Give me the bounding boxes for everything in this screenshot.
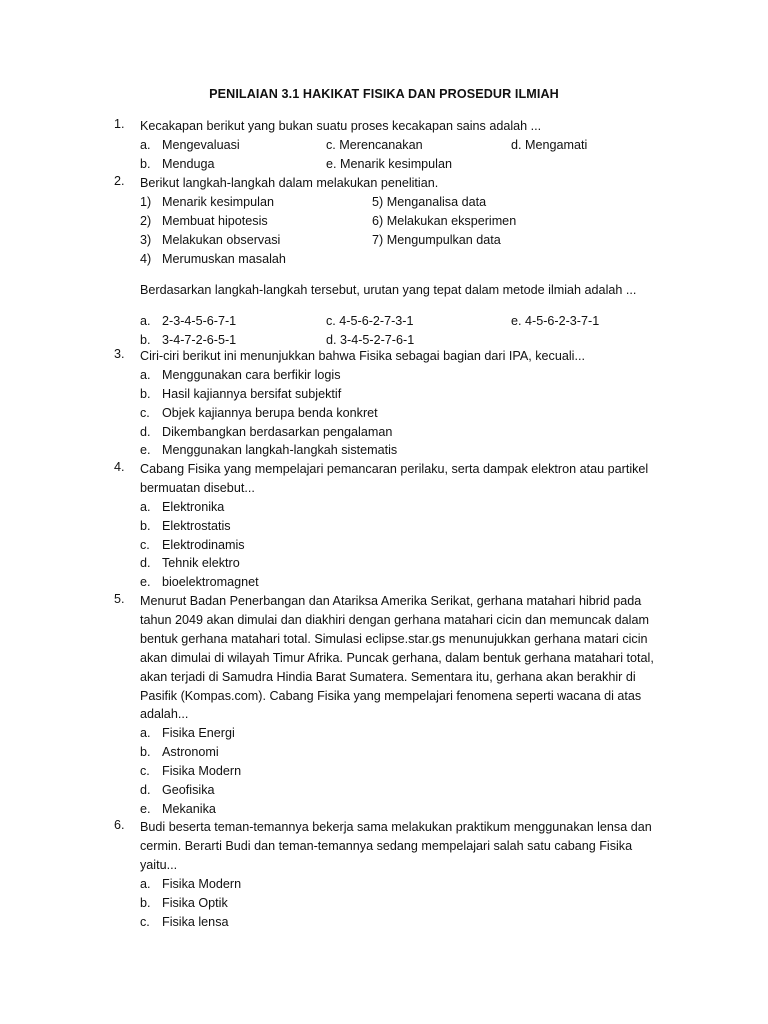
option-label: e.	[140, 443, 151, 458]
question-2	[114, 174, 684, 350]
option-text: Fisika Energi	[162, 726, 235, 741]
question-text-line: adalah...	[140, 707, 189, 722]
option-label: c.	[140, 914, 150, 929]
option: e. Menarik kesimpulan	[326, 156, 452, 171]
option-text: 2-3-4-5-6-7-1	[162, 314, 237, 329]
option-label: d.	[140, 556, 151, 571]
question-text-line: cermin. Berarti Budi dan teman-temannya sedang mempelajari salah satu cabang Fisika	[140, 838, 633, 853]
option-text: Menduga	[162, 156, 215, 171]
question-text-line: bentuk gerhana matahari total. Simulasi eclipse.star.gs menunujukkan gerhana matari cicin	[140, 631, 648, 646]
question-number: 3.	[114, 347, 125, 361]
option-text: Elektrodinamis	[162, 537, 245, 552]
step-text: Menarik kesimpulan	[162, 194, 274, 209]
question-text-line: Budi beserta teman-temannya bekerja sama melakukan praktikum menggunakan lensa dan	[140, 820, 652, 834]
option-label: b.	[140, 745, 151, 760]
option-row	[140, 498, 684, 517]
option-text: Menggunakan langkah-langkah sistematis	[162, 443, 398, 458]
option-label: a.	[140, 499, 151, 514]
step-label: 2)	[140, 213, 152, 228]
question-text: Kecakapan berikut yang bukan suatu proses kecakapan sains adalah ...	[140, 119, 542, 133]
question-text-line: Menurut Badan Penerbangan dan Atariksa Amerika Serikat, gerhana matahari hibrid pada	[140, 594, 642, 608]
option-label: c.	[140, 764, 150, 779]
question-text-line: yaitu...	[140, 857, 178, 872]
option-text: Dikembangkan berdasarkan pengalaman	[162, 424, 393, 439]
step-label: 1)	[140, 194, 152, 209]
option-label: b.	[140, 895, 151, 910]
question-prompt: Berdasarkan langkah-langkah tersebut, urutan yang tepat dalam metode ilmiah adalah ...	[140, 283, 637, 298]
step: 5) Menganalisa data	[372, 194, 487, 209]
steps-row	[140, 231, 684, 250]
option-text: Elektronika	[162, 499, 225, 514]
option-row	[140, 423, 684, 442]
option: e. 4-5-6-2-3-7-1	[511, 314, 600, 329]
option-text: bioelektromagnet	[162, 575, 259, 590]
option: c. Merencanakan	[326, 137, 423, 152]
option-text: Objek kajiannya berupa benda konkret	[162, 405, 378, 420]
option-row	[140, 554, 684, 573]
page-title: PENILAIAN 3.1 HAKIKAT FISIKA DAN PROSEDUR ILMIAH	[209, 87, 559, 101]
option-label: e.	[140, 801, 151, 816]
option-text: Mekanika	[162, 801, 216, 816]
option-label: b.	[140, 518, 151, 533]
question-number: 6.	[114, 818, 125, 832]
question-text-line: Cabang Fisika yang mempelajari pemancaran perilaku, serta dampak elektron atau partikel	[140, 462, 649, 476]
steps-row	[140, 193, 684, 212]
option-row	[140, 762, 684, 781]
option-label: a.	[140, 314, 151, 329]
option-row	[140, 366, 684, 385]
option-row	[140, 573, 684, 592]
option-label: a.	[140, 137, 151, 152]
option-row	[140, 743, 684, 762]
steps-row	[140, 250, 684, 269]
question-number: 2.	[114, 174, 125, 188]
option-row	[140, 875, 684, 894]
option-text: Geofisika	[162, 783, 215, 798]
step: 6) Melakukan eksperimen	[372, 213, 517, 228]
step-text: Melakukan observasi	[162, 232, 281, 247]
options-row	[140, 136, 684, 155]
question-number: 1.	[114, 117, 125, 131]
option-label: c.	[140, 537, 150, 552]
question-text-line: akan dimulai di wilayah Timur Afrika. Puncak gerhana, dalam bentuk gerhana matahari total,	[140, 650, 654, 665]
step-text: Merumuskan masalah	[162, 251, 286, 266]
option-text: Fisika Modern	[162, 876, 242, 891]
question-5	[114, 592, 684, 819]
option-label: a.	[140, 726, 151, 741]
question-6	[114, 818, 684, 931]
step: 7) Mengumpulkan data	[372, 232, 501, 247]
question-text-line: bermuatan disebut...	[140, 480, 255, 495]
option-text: Menggunakan cara berfikir logis	[162, 367, 341, 382]
option-row	[140, 913, 684, 932]
option-row	[140, 894, 684, 913]
options-row	[140, 312, 684, 331]
option-label: c.	[140, 405, 150, 420]
option: c. 4-5-6-2-7-3-1	[326, 314, 414, 329]
option-row	[140, 385, 684, 404]
option-label: b.	[140, 386, 151, 401]
options-row	[140, 155, 684, 174]
option-label: e.	[140, 575, 151, 590]
step-label: 3)	[140, 232, 152, 247]
option-text: Mengevaluasi	[162, 137, 240, 152]
option-text: Fisika Optik	[162, 895, 228, 910]
question-4	[114, 460, 684, 592]
option-text: Fisika Modern	[162, 764, 242, 779]
steps-row	[140, 212, 684, 231]
option-text: Tehnik elektro	[162, 556, 240, 571]
option-label: d.	[140, 424, 151, 439]
option-row	[140, 517, 684, 536]
step-text: Membuat hipotesis	[162, 213, 268, 228]
option-text: Fisika lensa	[162, 914, 229, 929]
option-row	[140, 536, 684, 555]
option-row	[140, 800, 684, 819]
question-number: 4.	[114, 460, 125, 474]
option: d. Mengamati	[511, 137, 588, 152]
option-text: 3-4-7-2-6-5-1	[162, 333, 237, 348]
question-text-line: Pasifik (Kompas.com). Cabang Fisika yang mempelajari fenomena seperti wacana di atas	[140, 688, 642, 703]
question-text-line: tahun 2049 akan dimulai dan diakhiri dengan gerhana matahari cicin dan memuncak dalam	[140, 612, 649, 627]
option-label: d.	[140, 783, 151, 798]
option-label: a.	[140, 876, 151, 891]
option-row	[140, 404, 684, 423]
question-text: Ciri-ciri berikut ini menunjukkan bahwa Fisika sebagai bagian dari IPA, kecuali...	[140, 349, 585, 363]
question-text-line: akan terjadi di Samudra Hindia Barat Sumatera. Sementara itu, gerhana akan berakhir di	[140, 669, 636, 684]
option-label: a.	[140, 367, 151, 382]
option-row	[140, 781, 684, 800]
option-text: Elektrostatis	[162, 518, 231, 533]
option-text: Astronomi	[162, 745, 219, 760]
option-row	[140, 724, 684, 743]
option: d. 3-4-5-2-7-6-1	[326, 333, 415, 348]
option-text: Hasil kajiannya bersifat subjektif	[162, 386, 342, 401]
question-number: 5.	[114, 592, 125, 606]
step-label: 4)	[140, 251, 152, 266]
question-3	[114, 347, 684, 460]
question-text: Berikut langkah-langkah dalam melakukan penelitian.	[140, 176, 439, 190]
option-label: b.	[140, 333, 151, 348]
option-label: b.	[140, 156, 151, 171]
question-1	[114, 117, 684, 174]
option-row	[140, 441, 684, 460]
